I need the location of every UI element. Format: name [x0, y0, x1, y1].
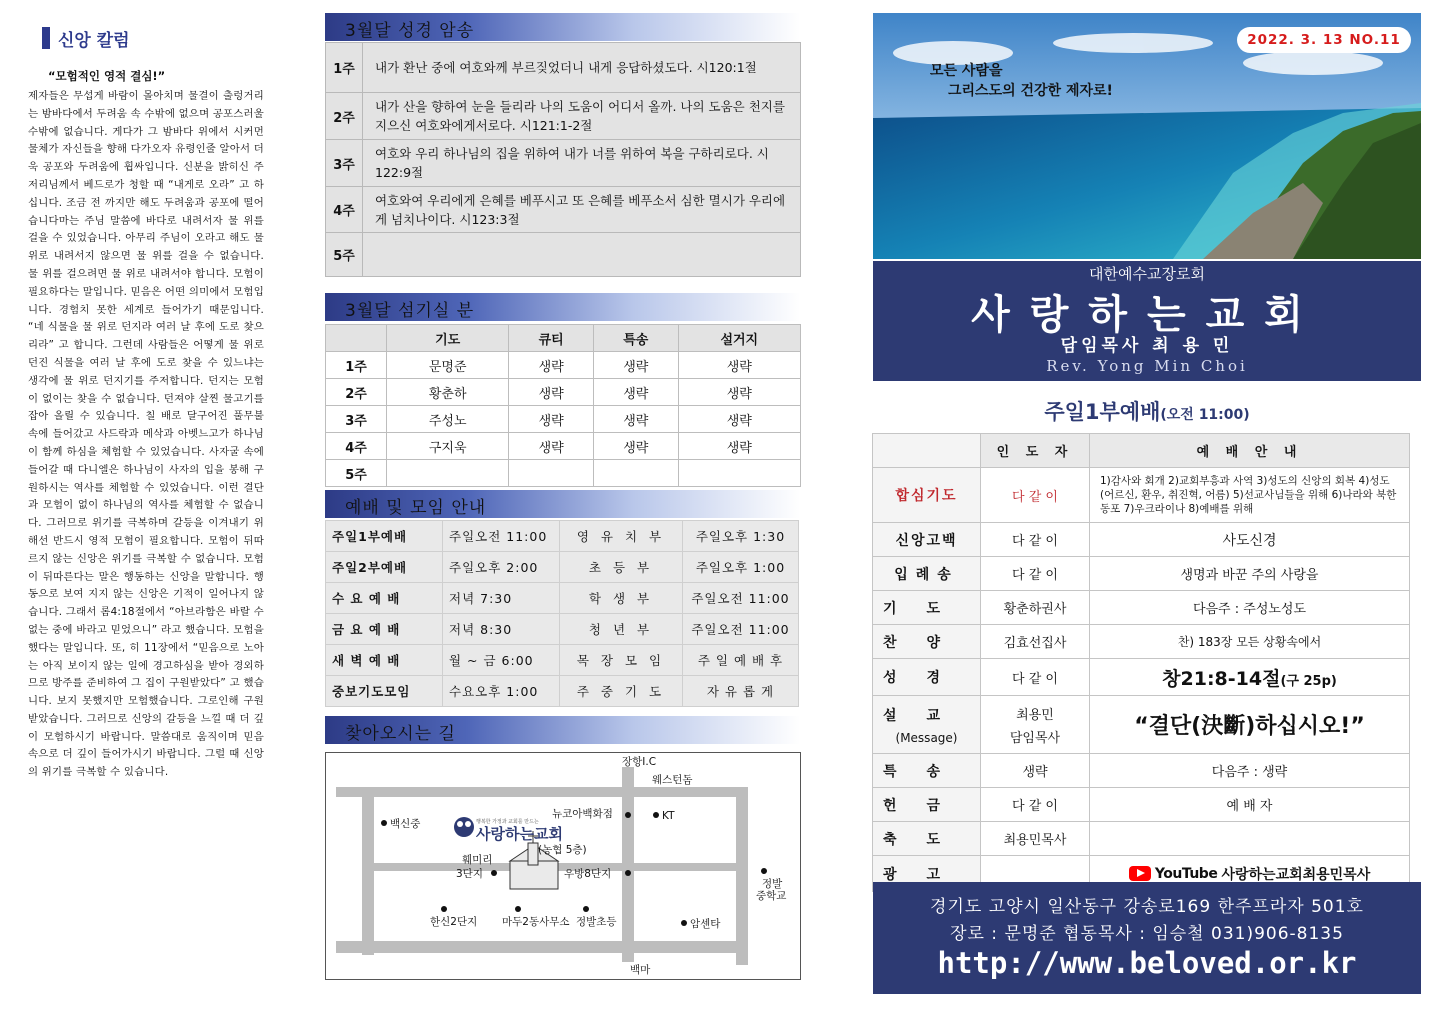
- week-cell: 3주: [326, 406, 387, 433]
- meeting-time: 주일오전 11:00: [683, 614, 799, 645]
- order-guide: 사도신경: [1090, 523, 1410, 557]
- meeting-name: 주일1부예배: [326, 521, 443, 552]
- meeting-time: 월 ~ 금 6:00: [443, 645, 560, 676]
- meeting-name: 영 유 치 부: [560, 521, 683, 552]
- meeting-time: 주일오전 11:00: [443, 521, 560, 552]
- table-cell: [387, 460, 509, 487]
- preacher-name: 최용민: [1016, 707, 1054, 723]
- table-row: [873, 523, 1410, 557]
- issue-date: 2022. 3. 13 NO.11: [1237, 27, 1411, 53]
- verse-cell: 내가 산을 향하여 눈을 들리라 나의 도움이 어디서 올까. 나의 도움은 천지를 지으신 여호와에게서로다. 시121:1-2절: [363, 93, 801, 140]
- service-table: [325, 324, 801, 487]
- order-guide: 예 배 자: [1090, 788, 1410, 822]
- map-label: 정발: [762, 878, 783, 890]
- table-cell: [678, 460, 800, 487]
- table-cell: 생략: [509, 406, 594, 433]
- table-row: [326, 433, 801, 460]
- table-cell: 생략: [593, 406, 678, 433]
- table-row: [873, 468, 1410, 523]
- table-row: [326, 645, 799, 676]
- order-leader: [981, 696, 1090, 754]
- pastor-name: 담임목사 최 용 민: [1060, 336, 1234, 356]
- table-row: [873, 659, 1410, 696]
- map-label: 암센타: [690, 918, 721, 930]
- table-cell: 생략: [593, 379, 678, 406]
- service-header: [325, 293, 800, 321]
- scripture-ref: 창21:8-14절: [1162, 667, 1281, 690]
- table-row: [326, 93, 801, 140]
- table-cell: 주성노: [387, 406, 509, 433]
- table-row: [326, 614, 799, 645]
- order-label: 헌금: [873, 788, 981, 822]
- table-cell: 생략: [593, 352, 678, 379]
- service-header-text: 3월달 섬기실 분: [345, 301, 475, 321]
- table-cell: [509, 460, 594, 487]
- table-row: [326, 379, 801, 406]
- order-leader: 다 같 이: [981, 557, 1090, 591]
- church-name: 사랑하는교회: [971, 292, 1323, 338]
- order-leader: 김효선집사: [981, 625, 1090, 659]
- week-cell: 3주: [326, 140, 363, 187]
- location-map: [325, 752, 801, 980]
- map-label: 한신2단지: [430, 916, 478, 928]
- meeting-name: 금 요 예 배: [326, 614, 443, 645]
- header-bar-icon: [42, 27, 50, 49]
- meetings-table: [325, 520, 799, 707]
- order-label: 신앙고백: [873, 523, 981, 557]
- verses-table: [325, 42, 801, 277]
- table-row: [326, 233, 801, 277]
- table-row: [326, 521, 799, 552]
- order-leader: 다 같 이: [981, 659, 1090, 696]
- column-title: “모험적인 영적 결심!”: [48, 69, 166, 83]
- map-label: 마두2동사무소: [502, 916, 570, 928]
- week-cell: 2주: [326, 379, 387, 406]
- map-label: 우방8단지: [564, 868, 612, 880]
- week-cell: 5주: [326, 233, 363, 277]
- order-guide: 생명과 바꾼 주의 사랑을: [1090, 557, 1410, 591]
- table-row: [326, 460, 801, 487]
- table-row: [873, 788, 1410, 822]
- service-title-text: 주일1부예배: [1044, 400, 1161, 424]
- order-label-sub: (Message): [895, 730, 958, 745]
- faith-column: [28, 18, 264, 1003]
- meeting-time: 주일오전 11:00: [683, 583, 799, 614]
- website-link[interactable]: http://www.beloved.or.kr: [937, 946, 1357, 980]
- order-label: 기도: [873, 591, 981, 625]
- column-header: [326, 325, 387, 352]
- table-row: [326, 140, 801, 187]
- map-label: 백신중: [390, 818, 421, 830]
- table-row: [326, 583, 799, 614]
- empty-cell: [873, 434, 981, 468]
- map-label: 정발초등: [576, 916, 617, 928]
- worship-order-table: [872, 433, 1410, 892]
- table-row: [326, 676, 799, 707]
- meeting-name: 목 장 모 임: [560, 645, 683, 676]
- map-label: 훼미리: [462, 854, 493, 866]
- directions-header-text: 찾아오시는 길: [345, 724, 456, 744]
- church-title-box: [873, 261, 1421, 381]
- sermon-title: “결단(決斷)하십시오!”: [1090, 696, 1410, 754]
- motto-line-2: 그리스도의 건강한 제자로!: [948, 83, 1113, 99]
- table-header-row: [326, 325, 801, 352]
- order-label: 성경: [873, 659, 981, 696]
- table-row: [873, 625, 1410, 659]
- order-label: [873, 696, 981, 754]
- order-guide: [1090, 822, 1410, 856]
- table-cell: 문명준: [387, 352, 509, 379]
- map-label: 웨스턴돔: [652, 774, 693, 786]
- verse-cell: 내가 환난 중에 여호와께 부르짖었더니 내게 응답하셨도다. 시120:1절: [363, 43, 801, 93]
- table-row: [873, 557, 1410, 591]
- order-leader: 다 같 이: [981, 788, 1090, 822]
- map-label: 행복한 가정과 교회를 만드는: [476, 819, 539, 825]
- table-cell: 구지욱: [387, 433, 509, 460]
- youtube-icon: [1129, 866, 1151, 881]
- meeting-name: 주일2부예배: [326, 552, 443, 583]
- order-leader: 생략: [981, 754, 1090, 788]
- table-cell: 생략: [678, 352, 800, 379]
- meeting-time: 자 유 롭 게: [683, 676, 799, 707]
- order-guide: 찬) 183장 모든 상황속에서: [1090, 625, 1410, 659]
- meeting-time: 수요오후 1:00: [443, 676, 560, 707]
- column-header: [42, 26, 130, 50]
- column-header: 특송: [593, 325, 678, 352]
- table-cell: 생략: [509, 433, 594, 460]
- map-svg: [326, 753, 800, 979]
- meetings-header-text: 예배 및 모임 안내: [345, 498, 487, 518]
- column-header-text: 신앙 칼럼: [58, 30, 130, 51]
- meeting-time: 저녁 8:30: [443, 614, 560, 645]
- table-row: [873, 754, 1410, 788]
- table-cell: 생략: [678, 379, 800, 406]
- meeting-time: 주일오후 1:30: [683, 521, 799, 552]
- week-cell: 1주: [326, 43, 363, 93]
- order-guide: 다음주 : 생략: [1090, 754, 1410, 788]
- denomination: 대한예수교장로회: [1089, 265, 1205, 283]
- map-label: KT: [662, 810, 675, 822]
- week-cell: 1주: [326, 352, 387, 379]
- column-header: 예 배 안 내: [1090, 434, 1410, 468]
- meeting-name: 초 등 부: [560, 552, 683, 583]
- order-label: 합심기도: [873, 468, 981, 523]
- column-header: 인 도 자: [981, 434, 1090, 468]
- table-header-row: [873, 434, 1410, 468]
- meeting-name: 청 년 부: [560, 614, 683, 645]
- table-cell: [593, 460, 678, 487]
- meeting-name: 수 요 예 배: [326, 583, 443, 614]
- order-guide: 1)감사와 회개 2)교회부흥과 사역 3)성도의 신앙의 회복 4)성도(어르신, 환우, 취진혁, 어름) 5)선교사님들을 위해 6)나라와 북한동포 7)우크라이나 8)예배를 위해: [1090, 468, 1410, 523]
- order-label: 입례송: [873, 557, 981, 591]
- table-row: [326, 352, 801, 379]
- verses-header-text: 3월달 성경 암송: [345, 21, 475, 41]
- directions-header: [325, 716, 800, 744]
- service-time: (오전 11:00): [1160, 407, 1250, 423]
- map-church-label: 사랑하는교회: [476, 825, 563, 843]
- meeting-time: 저녁 7:30: [443, 583, 560, 614]
- service-title: [873, 396, 1421, 426]
- youtube-wordmark: YouTube: [1154, 865, 1218, 882]
- week-cell: 5주: [326, 460, 387, 487]
- map-label: 뉴코아백화점: [552, 808, 613, 820]
- table-cell: 생략: [593, 433, 678, 460]
- table-row: [326, 187, 801, 233]
- meeting-time: 주일오후 2:00: [443, 552, 560, 583]
- meetings-header: [325, 490, 800, 518]
- meeting-name: 중보기도모임: [326, 676, 443, 707]
- column-header: 설거지: [678, 325, 800, 352]
- map-label: 장항I.C: [622, 756, 657, 768]
- order-label: 찬양: [873, 625, 981, 659]
- verse-cell: [363, 233, 801, 277]
- order-label: 광고: [873, 856, 981, 892]
- week-cell: 2주: [326, 93, 363, 140]
- map-label: (농협 5층): [538, 844, 587, 856]
- order-leader: 다 같 이: [981, 523, 1090, 557]
- table-row: [326, 43, 801, 93]
- order-leader: 최용민목사: [981, 822, 1090, 856]
- meeting-name: 주 중 기 도: [560, 676, 683, 707]
- address: 경기도 고양시 일산동구 강송로169 한주프라자 501호: [930, 897, 1364, 917]
- order-label: 특송: [873, 754, 981, 788]
- order-leader: 황춘하권사: [981, 591, 1090, 625]
- order-guide: 다음주 : 주성노성도: [1090, 591, 1410, 625]
- map-label: 3단지: [456, 868, 483, 880]
- motto-line-1: 모든 사람을: [930, 63, 1003, 79]
- meeting-time: 주 일 예 배 후: [683, 645, 799, 676]
- table-cell: 생략: [509, 352, 594, 379]
- order-leader: 다 같 이: [981, 468, 1090, 523]
- week-cell: 4주: [326, 187, 363, 233]
- table-cell: 황춘하: [387, 379, 509, 406]
- meeting-name: 새 벽 예 배: [326, 645, 443, 676]
- table-row: [326, 552, 799, 583]
- order-label: 축도: [873, 822, 981, 856]
- map-label: 백마: [630, 964, 651, 976]
- table-cell: 생략: [678, 406, 800, 433]
- week-cell: 4주: [326, 433, 387, 460]
- scripture-page: (구 25p): [1280, 673, 1337, 689]
- verse-cell: 여호와 우리 하나님의 집을 위하여 내가 너를 위하여 복을 구하리로다. 시122:9절: [363, 140, 801, 187]
- column-body: 제자들은 무섭게 바람이 몰아치며 물결이 출렁거리는 밤바다에서 두려움 속 수밖에 없으며 공포스러울 수밖에 없습니다. 게다가 그 밤바다 위에서 시커먼 물체가 자신들을 향해 다가오자 유령인줄 알아서 더욱 공포와 두려움에 휩싸입니다. 신분을 밝히신 주저리님께서 베드로가 청할 때 “내게로 오라” 고 하십니다. 조금 전 까지만 해도 두려움과 공포에 떨어습니다마는 주님 말씀에 바다로 내려서자 물 위를 걸을 수 있었습니다. 아무리 주님이 오라고 해도 물 위로 내려서지 않으면 물 위를 걸을 수 없습니다. 물 위를 걸으려면 물 위로 내려서야 합니다. 모험이 필요하다는 말입니다. 믿음은 어떤 의미에서 모험입니다. 경험치 못한 세계로 들어가기 때문입니다. “네 식물을 물 위로 던지라 여러 날 후에 도로 찾으리라” 고 합니다. 그런데 사람들은 어떻게 물 위로 던진 식물을 여러 날 후에 도로 찾을 수 있느냐는 생각에 물 위로 던지기를 주저합니다. 던지는 모험이 없이는 찾을 수 없습니다. 던져야 살찐 물고기를 잡아 올릴 수 있습니다. 칠 배로 달구어진 풀무불 속에 들어갔고 사드락과 메삭과 아벳느고가 하나님이 함께 하심을 체험할 수 있었습니다. 사자굴 속에 들어갈 때 다니엘은 하나님이 사자의 입을 봉해 구원하시는 역사를 체험할 수 있었습니다. 이런 결단과 모험이 없이 하나님의 역사를 체험할 수 없습니다. 그러므로 위기를 극복하며 갈등을 이겨내기 위해선 반드시 영적 모험이 필요합니다. 모험이 뒤따르지 않는 신앙은 위기를 극복할 수 없습니다. 모험이 뒤따른다는 말은 행동하는 신앙을 말합니다. 행동으로 보여 지지 않는 신앙은 기적이 일어나지 않습니다. 그래서 롬4:18절에서 “아브라함은 바랄 수 없는 중에 바라고 믿었으니” 라고 했습니다. 모험을 했다는 말입니다. 또, 히 11장에서 “믿음으로 노아는 아직 보이지 않는 일에 경고하심을 받아 경외하므로 방주를 준비하여 그 집이 구원받았다” 고 했습니다. 보지 못했지만 모험했습니다. 그로인해 구원받았습니다. 그러므로 신앙의 갈등을 느낄 때 더 깊이 모험하시기 바랍니다. 말씀대로 움직이며 믿음 속으로 더 깊이 들어가시기 바랍니다. 그럴 때 신앙의 위기를 극복할 수 있습니다.: [28, 90, 264, 779]
- map-label: 중학교: [756, 890, 787, 902]
- verses-header: [325, 13, 800, 41]
- column-header: 기도: [387, 325, 509, 352]
- table-row: [326, 406, 801, 433]
- table-cell: 생략: [678, 433, 800, 460]
- table-row: [873, 822, 1410, 856]
- order-label-main: 설교: [882, 707, 971, 724]
- meeting-time: 주일오후 1:00: [683, 552, 799, 583]
- meeting-name: 학 생 부: [560, 583, 683, 614]
- staff-contact: 장로 : 문명준 협동목사 : 임승철 031)906-8135: [950, 924, 1344, 944]
- pastor-name-en: Rev. Yong Min Choi: [1046, 357, 1248, 375]
- column-header: 큐티: [509, 325, 594, 352]
- order-guide: [1090, 659, 1410, 696]
- church-logo-icon: [454, 817, 474, 837]
- preacher-title: 담임목사: [1009, 730, 1061, 746]
- table-row: [873, 591, 1410, 625]
- verse-cell: 여호와여 우리에게 은혜를 베푸시고 또 은혜를 베푸소서 심한 멸시가 우리에게 넘치나이다. 시123:3절: [363, 187, 801, 233]
- church-footer: [873, 882, 1421, 994]
- youtube-channel: 사랑하는교회최용민목사: [1221, 866, 1371, 883]
- table-cell: 생략: [509, 379, 594, 406]
- table-row: [873, 696, 1410, 754]
